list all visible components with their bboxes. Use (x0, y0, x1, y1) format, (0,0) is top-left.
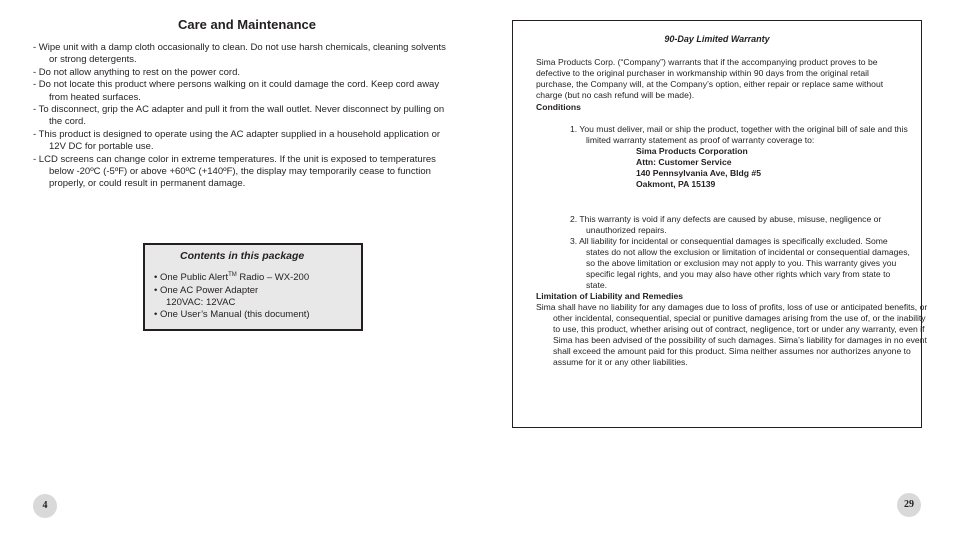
address-line: Oakmont, PA 15139 (636, 179, 716, 190)
contents-item: • One User’s Manual (this document) (154, 309, 310, 321)
contents-item: • One AC Power Adapter (154, 284, 259, 296)
contents-item-sub: 120VAC: 12VAC (166, 296, 236, 308)
condition-item: 3. All liability for incidental or consequential damages is specifically excluded. Some states do not allow the exclusion or limitation of incidental or consequential damages, so the above limitation or exclusion may not apply to you. This warranty gives you specific legal rights, and you may also have other rights which vary from state to state. (570, 235, 910, 291)
contents-item (154, 269, 361, 285)
contents-box (143, 243, 363, 331)
care-list (33, 42, 453, 191)
care-item: - This product is designed to operate using the AC adapter supplied in a household application or 12V DC for portable use. (33, 128, 441, 153)
care-item: - To disconnect, grip the AC adapter and pull it from the wall outlet. Never disconnect by pulling on the cord. (33, 104, 445, 128)
care-item: - LCD screens can change color in extreme temperatures. If the unit is exposed to temperatures below -20ºC (-5ºF) or above +60ºC (+140ºF), the display may temporarily cease to function properly, or could result in permanent damage. (33, 153, 436, 190)
warranty-intro: Sima Products Corp. (“Company”) warrants that if the accompanying product proves to be defective to the original purchaser in workmanship within 90 days from the original retail purchase, the Company will, at the Company’s option, either repair or replace same without charge (but no cash refund will be made). (536, 57, 884, 101)
condition-text: 1. You must deliver, mail or ship the product, together with the original bill of sale and this limited warranty statement as proof of warranty coverage to: (570, 124, 908, 146)
address-line: Sima Products Corporation (636, 146, 748, 157)
contents-item-prefix: • One Public Alert (154, 272, 229, 284)
contents-title: Contents in this package (180, 250, 305, 262)
address-line: Attn: Customer Service (636, 157, 732, 168)
contents-list (154, 269, 361, 322)
warranty-box (512, 20, 928, 428)
page-number-right: 29 (897, 493, 921, 517)
warranty-title: 90-Day Limited Warranty (664, 34, 770, 44)
conditions-list (570, 124, 910, 291)
care-item: - Wipe unit with a damp cloth occasionally to clean. Do not use harsh chemicals, cleaning solvents or strong detergents. (33, 42, 446, 66)
care-item: - Do not locate this product where persons walking on it could damage the cord. Keep cord away from heated surfaces. (33, 79, 440, 103)
contents-item-suffix: Radio – WX-200 (236, 272, 310, 284)
conditions-title: Conditions (536, 102, 581, 112)
limitation-title: Limitation of Liability and Remedies (536, 291, 684, 301)
page-number-left: 4 (33, 494, 57, 518)
limitation-text: Sima shall have no liability for any damages due to loss of profits, loss of use or anticipated benefits, or other incidental, consequential, special or punitive damages arising from the use of, or the inability to use, this product, whether arising out of contract, negligence, tort or under any warranty, even if Sima has been advised of the possibility of such damages. Sima’s liability for damages in no event shall exceed the amount paid for this product. Sima neither assumes nor authorizes anyone to assume for it or any other liabilities. (536, 302, 928, 368)
address-line: 140 Pennsylvania Ave, Bldg #5 (636, 168, 761, 179)
care-title: Care and Maintenance (178, 17, 316, 32)
trademark-mark: TM (228, 272, 237, 278)
care-item: - Do not allow anything to rest on the power cord. (33, 66, 241, 78)
condition-item (570, 124, 910, 191)
condition-item: 2. This warranty is void if any defects are caused by abuse, misuse, negligence or unauthorized repairs. (570, 213, 882, 235)
